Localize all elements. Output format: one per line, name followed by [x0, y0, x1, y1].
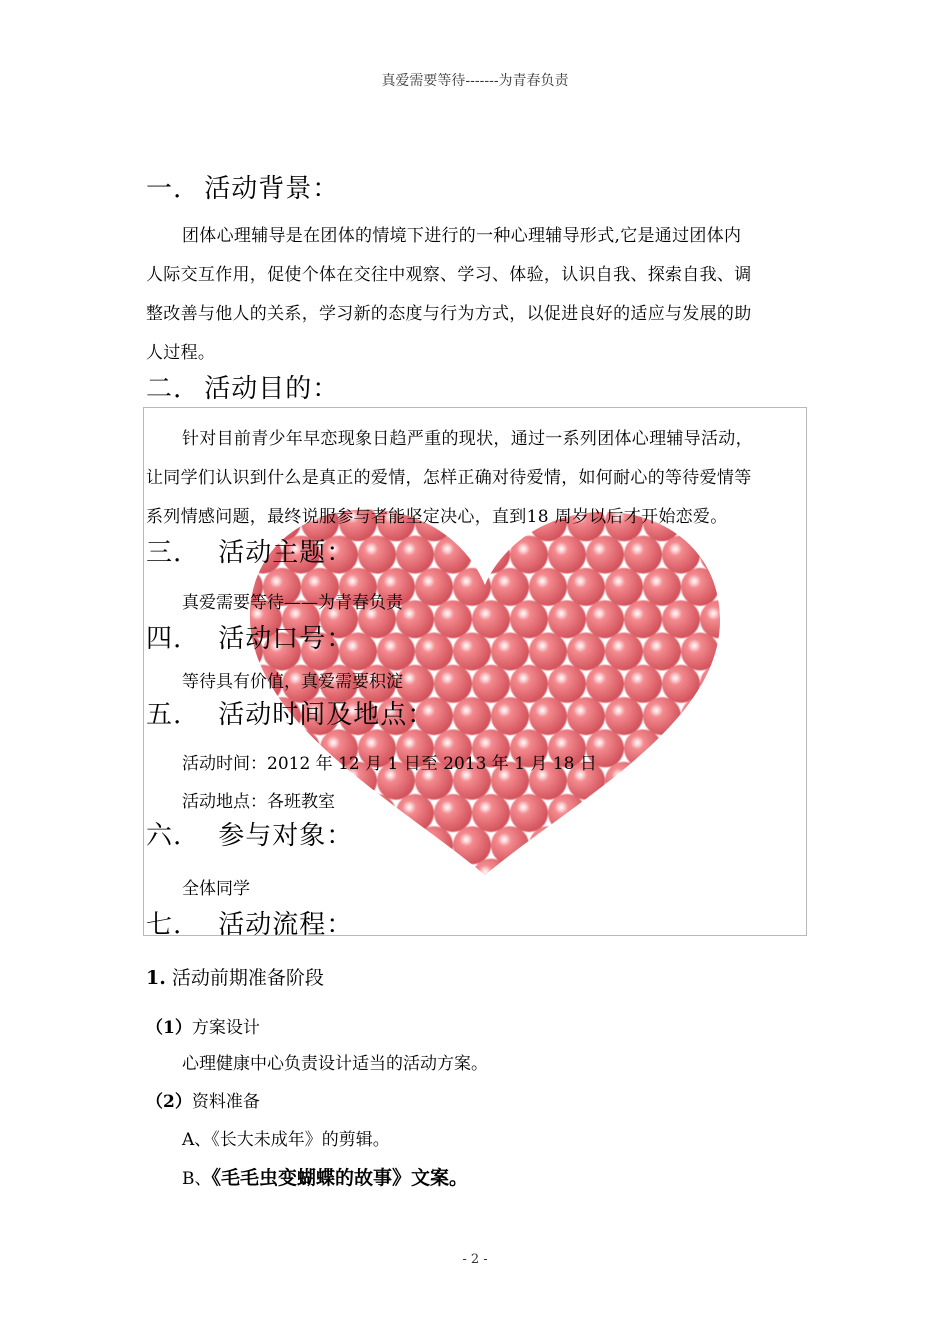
heart-bead: [434, 794, 472, 832]
heart-bead: [548, 600, 586, 638]
section-title: 活动主题：: [218, 538, 354, 568]
heart-bead: [434, 859, 472, 890]
heart-bead: [548, 859, 586, 890]
heart-bead: [681, 762, 719, 800]
section-6-body: 全体同学: [182, 879, 250, 899]
heart-bead: [567, 826, 605, 864]
heart-bead: [377, 826, 415, 864]
heart-bead: [719, 697, 757, 735]
heart-bead: [719, 826, 757, 864]
section-title: 活动流程：: [218, 910, 354, 940]
heart-bead: [377, 633, 415, 671]
section-6-heading: [146, 815, 353, 852]
heart-bead: [662, 536, 700, 574]
paragraph-line: 让同学们认识到什么是真正的爱情，怎样正确对待爱情，如何耐心的等待爱情等: [146, 468, 752, 488]
item-1-body: 心理健康中心负责设计适当的活动方案。: [182, 1054, 488, 1074]
paragraph-line: 整改善与他人的关系，学习新的态度与行为方式，以促进良好的适应与发展的助: [146, 304, 752, 324]
paragraph-line: 针对目前青少年早恋现象日趋严重的现状，通过一系列团体心理辅导活动，: [182, 429, 753, 449]
heart-bead: [719, 762, 757, 800]
heart-bead: [567, 633, 605, 671]
heart-bead: [643, 697, 681, 735]
heart-bead: [491, 697, 529, 735]
heart-bead: [738, 794, 765, 832]
page-number: - 2 -: [462, 1252, 488, 1267]
section-title: 活动时间及地点：: [218, 700, 435, 730]
heart-bead: [738, 665, 765, 703]
section-number: 二.: [146, 374, 183, 404]
section-3-heading: [146, 532, 353, 569]
section-5-heading: [146, 694, 434, 731]
item-text: 《毛毛虫变蝴蝶的故事》文案。: [211, 1167, 469, 1189]
heart-bead: [586, 665, 624, 703]
heart-bead: [548, 794, 586, 832]
heart-bead: [643, 568, 681, 606]
heart-bead: [681, 826, 719, 864]
item-title: 资料准备: [191, 1092, 260, 1112]
paragraph-line: 人过程。: [146, 343, 216, 363]
heart-bead: [396, 536, 434, 574]
heart-bead: [529, 697, 567, 735]
heart-bead: [605, 633, 643, 671]
section-7-heading: [146, 904, 353, 941]
heart-bead: [415, 826, 453, 864]
section-title: 活动目的：: [204, 374, 340, 404]
heart-bead: [662, 794, 700, 832]
stage-1-heading: [146, 963, 324, 990]
heart-bead: [605, 762, 643, 800]
section-number: 一.: [146, 174, 183, 204]
heart-bead: [700, 729, 738, 767]
heart-bead: [738, 600, 765, 638]
item-number: （1）: [146, 1018, 192, 1038]
heart-bead: [681, 697, 719, 735]
heart-bead: [624, 794, 662, 832]
section-2-heading: [146, 368, 339, 405]
section-1-body: [146, 217, 752, 373]
section-title: 参与对象：: [218, 821, 354, 851]
heart-bead: [586, 859, 624, 890]
heart-bead: [624, 729, 662, 767]
item-2-heading: [146, 1087, 260, 1112]
heart-bead: [472, 536, 510, 574]
heart-bead: [719, 568, 757, 606]
heart-bead: [738, 729, 765, 767]
heart-bead: [491, 633, 529, 671]
heart-bead: [453, 633, 491, 671]
paragraph-line: 人际交互作用，促使个体在交往中观察、学习、体验，认识自我、探索自我、调: [146, 265, 752, 285]
heart-bead: [700, 794, 738, 832]
heart-bead: [548, 536, 586, 574]
section-1-heading: [146, 168, 339, 205]
heart-bead: [472, 600, 510, 638]
heart-bead: [434, 536, 472, 574]
activity-place: 活动地点：各班教室: [182, 792, 335, 812]
paragraph-line: 系列情感问题，最终说服参与者能坚定决心，直到18 周岁以后才开始恋爱。: [146, 507, 728, 527]
heart-bead: [567, 568, 605, 606]
heart-bead: [396, 859, 434, 890]
section-3-body: 真爱需要等待——为青春负责: [182, 593, 403, 613]
section-number: 六.: [146, 821, 183, 851]
heart-bead: [586, 536, 624, 574]
heart-bead: [738, 536, 765, 574]
item-1-heading: [146, 1013, 260, 1038]
item-number: （2）: [146, 1092, 192, 1112]
paragraph-line: 团体心理辅导是在团体的情境下进行的一种心理辅导形式,它是通过团体内: [182, 226, 742, 246]
heart-bead: [700, 859, 738, 890]
section-number: 三.: [146, 538, 183, 568]
heart-bead: [719, 633, 757, 671]
heart-bead: [510, 794, 548, 832]
heart-bead: [643, 826, 681, 864]
section-number: 五.: [146, 700, 183, 730]
section-4-heading: [146, 618, 353, 655]
section-title: 活动背景：: [204, 174, 340, 204]
heart-bead: [510, 600, 548, 638]
item-title: 方案设计: [191, 1018, 260, 1038]
heart-bead: [605, 568, 643, 606]
heart-bead: [624, 665, 662, 703]
heart-bead: [358, 859, 396, 890]
heart-bead: [415, 568, 453, 606]
stage-title: 活动前期准备阶段: [171, 967, 324, 989]
heart-bead: [643, 762, 681, 800]
heart-bead: [738, 859, 765, 890]
heart-bead: [662, 665, 700, 703]
heart-bead: [662, 859, 700, 890]
heart-bead: [510, 536, 548, 574]
heart-bead: [320, 859, 358, 890]
running-header: 真爱需要等待-------为青春负责: [381, 73, 569, 89]
heart-bead: [472, 665, 510, 703]
heart-bead: [700, 536, 738, 574]
heart-bead: [624, 536, 662, 574]
heart-bead: [472, 794, 510, 832]
section-4-body: 等待具有价值，真爱需要积淀: [182, 672, 403, 692]
heart-bead: [586, 600, 624, 638]
heart-bead: [605, 697, 643, 735]
activity-time: 活动时间：2012 年 12 月 1 日至 2013 年 1 月 18 日: [182, 754, 597, 774]
heart-bead: [453, 568, 491, 606]
heart-bead: [529, 568, 567, 606]
item-2-b: [182, 1163, 468, 1190]
heart-bead: [434, 600, 472, 638]
heart-bead: [662, 729, 700, 767]
section-number: 四.: [146, 624, 183, 654]
heart-bead: [396, 794, 434, 832]
heart-bead: [358, 536, 396, 574]
heart-bead: [282, 859, 320, 890]
heart-bead: [529, 633, 567, 671]
heart-bead: [586, 794, 624, 832]
section-title: 活动口号：: [218, 624, 354, 654]
section-2-body: [146, 420, 753, 537]
heart-bead: [700, 665, 738, 703]
heart-bead: [434, 665, 472, 703]
heart-bead: [358, 794, 396, 832]
heart-bead: [624, 600, 662, 638]
heart-bead: [567, 697, 605, 735]
item-2-a: A、《长大未成年》的剪辑。: [182, 1130, 390, 1150]
heart-bead: [605, 826, 643, 864]
heart-bead: [662, 600, 700, 638]
stage-number: 1.: [146, 967, 166, 989]
heart-bead: [529, 826, 567, 864]
section-number: 七.: [146, 910, 183, 940]
heart-bead: [700, 600, 738, 638]
heart-bead: [491, 568, 529, 606]
heart-bead: [643, 633, 681, 671]
item-prefix: B、: [182, 1169, 212, 1189]
heart-bead: [681, 633, 719, 671]
heart-bead: [453, 697, 491, 735]
heart-bead: [681, 568, 719, 606]
heart-bead: [510, 859, 548, 890]
heart-bead: [491, 826, 529, 864]
heart-bead: [548, 665, 586, 703]
heart-bead: [415, 633, 453, 671]
heart-bead: [510, 665, 548, 703]
heart-bead: [453, 826, 491, 864]
heart-bead: [624, 859, 662, 890]
